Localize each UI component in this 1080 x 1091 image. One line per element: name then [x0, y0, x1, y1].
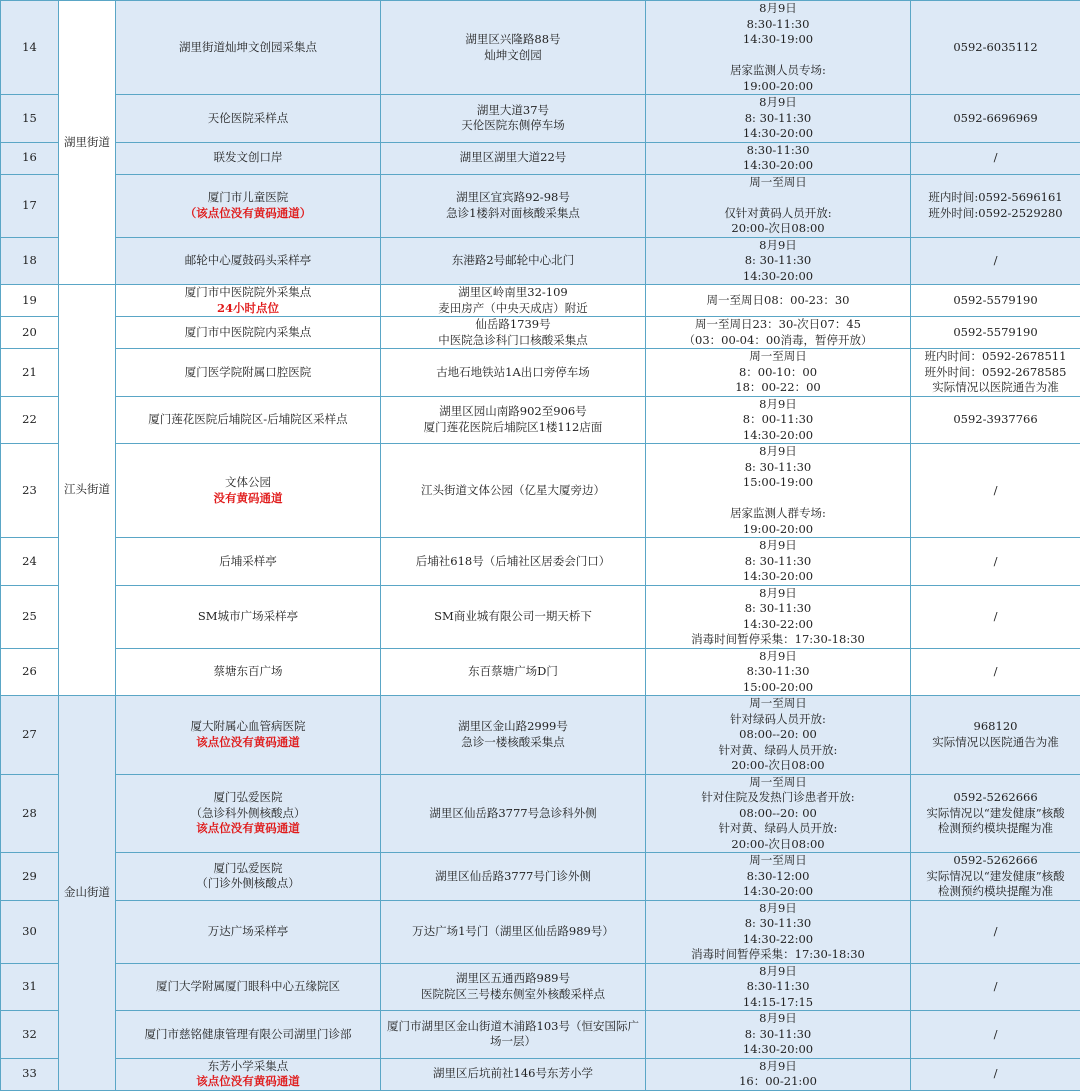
- hours-line: 8:30-11:30: [648, 143, 908, 159]
- hours-cell: [646, 900, 911, 963]
- hours-line: 14:30-20:00: [648, 884, 908, 900]
- hours-cell: [646, 142, 911, 174]
- table-row: [1, 1011, 1080, 1059]
- address-line: 湖里区后坑前社146号东芳小学: [383, 1066, 643, 1082]
- site-name: （门诊外侧核酸点）: [118, 876, 378, 892]
- address-line: 仙岳路1739号: [383, 317, 643, 333]
- row-number: 18: [1, 237, 59, 285]
- phone-line: /: [913, 609, 1078, 625]
- hours-cell: [646, 396, 911, 444]
- hours-line: 14:30-20:00: [648, 428, 908, 444]
- phone-line: 实际情况以医院通告为准: [913, 735, 1078, 751]
- address-line: SM商业城有限公司一期天桥下: [383, 609, 643, 625]
- phone-cell: [911, 900, 1080, 963]
- phone-line: 班内时间:0592-5696161: [913, 190, 1078, 206]
- hours-line: 15:00-19:00: [648, 475, 908, 491]
- address-cell: [381, 285, 646, 317]
- address-line: 古地石地铁站1A出口旁停车场: [383, 365, 643, 381]
- phone-line: /: [913, 1066, 1078, 1082]
- hours-line: 8月9日: [648, 1059, 908, 1075]
- district-name: 湖里街道: [64, 135, 110, 149]
- address-line: 湖里区岭南里32-109: [383, 285, 643, 301]
- hours-cell: [646, 349, 911, 397]
- site-name-cell: [116, 174, 381, 237]
- phone-cell: [911, 963, 1080, 1011]
- hours-cell: [646, 1, 911, 95]
- address-cell: [381, 963, 646, 1011]
- hours-line: 20:00-次日08:00: [648, 221, 908, 237]
- phone-line: /: [913, 554, 1078, 570]
- table-row: [1, 396, 1080, 444]
- address-cell: [381, 142, 646, 174]
- site-name: SM城市广场采样亭: [118, 609, 378, 625]
- hours-line: 20:00-次日08:00: [648, 758, 908, 774]
- phone-line: /: [913, 924, 1078, 940]
- address-line: 湖里区湖里大道22号: [383, 150, 643, 166]
- phone-line: 0592-6696969: [913, 111, 1078, 127]
- site-name: 厦门大学附属厦门眼科中心五缘院区: [118, 979, 378, 995]
- table-row: [1, 963, 1080, 1011]
- phone-cell: [911, 648, 1080, 696]
- address-cell: [381, 1011, 646, 1059]
- site-name: 后埔采样亭: [118, 554, 378, 570]
- site-name-cell: [116, 285, 381, 317]
- address-line: 天伦医院东侧停车场: [383, 118, 643, 134]
- phone-cell: [911, 95, 1080, 143]
- spacer: [648, 48, 908, 64]
- site-notice: 该点位没有黄码通道: [118, 821, 378, 837]
- site-name: 厦大附属心血管病医院: [118, 719, 378, 735]
- site-name: 厦门莲花医院后埔院区-后埔院区采样点: [118, 412, 378, 428]
- row-number: 20: [1, 317, 59, 349]
- address-line: 医院院区三号楼东侧室外核酸采样点: [383, 987, 643, 1003]
- address-line: 湖里区五通西路989号: [383, 971, 643, 987]
- address-line: 湖里区宜宾路92-98号: [383, 190, 643, 206]
- hours-line: 8：00-10：00: [648, 365, 908, 381]
- address-line: 急诊1楼斜对面核酸采集点: [383, 206, 643, 222]
- table-row: [1, 285, 1080, 317]
- hours-cell: [646, 444, 911, 538]
- hours-cell: [646, 774, 911, 853]
- phone-line: 0592-5579190: [913, 325, 1078, 341]
- hours-line: 8月9日: [648, 649, 908, 665]
- hours-line: 19:00-20:00: [648, 79, 908, 95]
- address-cell: [381, 853, 646, 901]
- address-line: 中医院急诊科门口核酸采集点: [383, 333, 643, 349]
- site-name-cell: [116, 853, 381, 901]
- phone-cell: [911, 538, 1080, 586]
- phone-cell: [911, 1058, 1080, 1090]
- hours-line: 居家监测人群专场:: [648, 506, 908, 522]
- spacer: [648, 491, 908, 507]
- hours-line: 14:15-17:15: [648, 995, 908, 1011]
- district-name: 金山街道: [64, 885, 110, 899]
- address-cell: [381, 900, 646, 963]
- district-name: 江头街道: [64, 482, 110, 496]
- hours-line: 针对住院及发热门诊患者开放:: [648, 790, 908, 806]
- hours-cell: [646, 853, 911, 901]
- hours-line: 08:00--20: 00: [648, 727, 908, 743]
- hours-line: 15:00-20:00: [648, 680, 908, 696]
- site-name-cell: [116, 1058, 381, 1090]
- hours-cell: [646, 174, 911, 237]
- hours-line: 19:00-20:00: [648, 522, 908, 538]
- hours-line: 周一至周日08：00-23：30: [648, 293, 908, 309]
- table-row: [1, 349, 1080, 397]
- site-notice: （该点位没有黄码通道）: [118, 206, 378, 222]
- hours-line: 8月9日: [648, 397, 908, 413]
- table-row: [1, 538, 1080, 586]
- hours-line: 周一至周日: [648, 696, 908, 712]
- address-line: 场一层）: [383, 1034, 643, 1050]
- site-name: 厦门市中医院院外采集点: [118, 285, 378, 301]
- phone-cell: [911, 285, 1080, 317]
- phone-cell: [911, 142, 1080, 174]
- phone-line: 0592-6035112: [913, 40, 1078, 56]
- site-notice: 该点位没有黄码通道: [118, 1074, 378, 1090]
- hours-line: 周一至周日: [648, 175, 908, 191]
- phone-cell: [911, 349, 1080, 397]
- hours-line: 14:30-20:00: [648, 158, 908, 174]
- hours-line: 8: 30-11:30: [648, 916, 908, 932]
- phone-line: 968120: [913, 719, 1078, 735]
- address-cell: [381, 444, 646, 538]
- table-row: [1, 1, 1080, 95]
- address-cell: [381, 538, 646, 586]
- hours-line: 8月9日: [648, 1011, 908, 1027]
- hours-cell: [646, 285, 911, 317]
- hours-line: 8: 30-11:30: [648, 460, 908, 476]
- site-notice: 24小时点位: [118, 301, 378, 317]
- address-line: 麦田房产（中央天成店）附近: [383, 301, 643, 317]
- site-name-cell: [116, 585, 381, 648]
- hours-line: 8月9日: [648, 95, 908, 111]
- phone-line: 检测预约模块提醒为准: [913, 821, 1078, 837]
- address-line: 湖里区兴隆路88号: [383, 32, 643, 48]
- phone-line: /: [913, 150, 1078, 166]
- row-number: 14: [1, 1, 59, 95]
- phone-line: 0592-5262666: [913, 790, 1078, 806]
- site-name-cell: [116, 142, 381, 174]
- row-number: 16: [1, 142, 59, 174]
- hours-cell: [646, 585, 911, 648]
- hours-line: 周一至周日: [648, 775, 908, 791]
- phone-cell: [911, 774, 1080, 853]
- site-name-cell: [116, 900, 381, 963]
- site-name-cell: [116, 963, 381, 1011]
- phone-line: /: [913, 979, 1078, 995]
- address-line: 东港路2号邮轮中心北门: [383, 253, 643, 269]
- hours-line: 8: 30-11:30: [648, 253, 908, 269]
- phone-line: /: [913, 1027, 1078, 1043]
- district-cell: [59, 1, 116, 285]
- row-number: 23: [1, 444, 59, 538]
- table-row: [1, 774, 1080, 853]
- table-row: [1, 317, 1080, 349]
- address-line: 湖里大道37号: [383, 103, 643, 119]
- row-number: 28: [1, 774, 59, 853]
- spacer: [648, 190, 908, 206]
- hours-line: 08:00--20: 00: [648, 806, 908, 822]
- phone-line: 实际情况以“建发健康”核酸: [913, 869, 1078, 885]
- site-name: 厦门市儿童医院: [118, 190, 378, 206]
- phone-cell: [911, 1, 1080, 95]
- hours-line: 周一至周日: [648, 349, 908, 365]
- row-number: 19: [1, 285, 59, 317]
- address-cell: [381, 1058, 646, 1090]
- site-name: （急诊科外侧核酸点）: [118, 806, 378, 822]
- hours-line: 周一至周日: [648, 853, 908, 869]
- phone-line: 实际情况以“建发健康”核酸: [913, 806, 1078, 822]
- site-name: 厦门医学院附属口腔医院: [118, 365, 378, 381]
- phone-line: 0592-5579190: [913, 293, 1078, 309]
- phone-line: 班内时间：0592-2678511: [913, 349, 1078, 365]
- phone-cell: [911, 1011, 1080, 1059]
- row-number: 32: [1, 1011, 59, 1059]
- hours-line: 14:30-20:00: [648, 569, 908, 585]
- phone-line: 实际情况以医院通告为准: [913, 380, 1078, 396]
- address-cell: [381, 317, 646, 349]
- hours-line: 消毒时间暂停采集：17:30-18:30: [648, 632, 908, 648]
- row-number: 33: [1, 1058, 59, 1090]
- hours-line: 针对黄、绿码人员开放:: [648, 743, 908, 759]
- address-line: 湖里区仙岳路3777号急诊科外侧: [383, 806, 643, 822]
- row-number: 24: [1, 538, 59, 586]
- site-name-cell: [116, 95, 381, 143]
- district-cell: [59, 285, 116, 696]
- hours-line: 消毒时间暂停采集：17:30-18:30: [648, 947, 908, 963]
- row-number: 27: [1, 696, 59, 775]
- table-row: [1, 237, 1080, 285]
- phone-cell: [911, 317, 1080, 349]
- phone-line: 检测预约模块提醒为准: [913, 884, 1078, 900]
- hours-line: 针对绿码人员开放:: [648, 712, 908, 728]
- hours-line: 8: 30-11:30: [648, 1027, 908, 1043]
- address-line: 万达广场1号门（湖里区仙岳路989号）: [383, 924, 643, 940]
- site-name: 天伦医院采样点: [118, 111, 378, 127]
- site-name: 厦门弘爱医院: [118, 861, 378, 877]
- address-line: 东百蔡塘广场D门: [383, 664, 643, 680]
- site-notice: 没有黄码通道: [118, 491, 378, 507]
- table-row: [1, 1058, 1080, 1090]
- row-number: 17: [1, 174, 59, 237]
- phone-cell: [911, 853, 1080, 901]
- hours-line: 8月9日: [648, 901, 908, 917]
- table-row: [1, 696, 1080, 775]
- row-number: 21: [1, 349, 59, 397]
- hours-line: 周一至周日23：30-次日07：45: [648, 317, 908, 333]
- hours-line: （03：00-04：00消毒，暂停开放）: [648, 333, 908, 349]
- site-name-cell: [116, 538, 381, 586]
- site-name: 湖里街道灿坤文创园采集点: [118, 40, 378, 56]
- hours-cell: [646, 1011, 911, 1059]
- address-line: 后埔社618号（后埔社区居委会门口）: [383, 554, 643, 570]
- site-name-cell: [116, 1, 381, 95]
- address-cell: [381, 774, 646, 853]
- row-number: 29: [1, 853, 59, 901]
- hours-cell: [646, 963, 911, 1011]
- table-row: [1, 648, 1080, 696]
- row-number: 25: [1, 585, 59, 648]
- hours-line: 8:30-11:30: [648, 664, 908, 680]
- hours-line: 20:00-次日08:00: [648, 837, 908, 853]
- phone-line: /: [913, 483, 1078, 499]
- site-name-cell: [116, 774, 381, 853]
- phone-cell: [911, 696, 1080, 775]
- table-row: [1, 95, 1080, 143]
- address-cell: [381, 1, 646, 95]
- site-name: 万达广场采样亭: [118, 924, 378, 940]
- hours-line: 8:30-12:00: [648, 869, 908, 885]
- address-line: 灿坤文创园: [383, 48, 643, 64]
- site-name-cell: [116, 648, 381, 696]
- table-row: [1, 142, 1080, 174]
- hours-line: 8:30-11:30: [648, 979, 908, 995]
- site-name: 邮轮中心厦鼓码头采样亭: [118, 253, 378, 269]
- hours-line: 14:30-22:00: [648, 617, 908, 633]
- site-name: 联发文创口岸: [118, 150, 378, 166]
- site-notice: 该点位没有黄码通道: [118, 735, 378, 751]
- hours-cell: [646, 95, 911, 143]
- address-cell: [381, 648, 646, 696]
- district-cell: [59, 696, 116, 1091]
- address-line: 厦门市湖里区金山街道木浦路103号（恒安国际广: [383, 1019, 643, 1035]
- address-cell: [381, 237, 646, 285]
- site-name: 文体公园: [118, 475, 378, 491]
- table-row: [1, 900, 1080, 963]
- site-name: 蔡塘东百广场: [118, 664, 378, 680]
- address-line: 湖里区园山南路902至906号: [383, 404, 643, 420]
- row-number: 30: [1, 900, 59, 963]
- phone-line: /: [913, 253, 1078, 269]
- phone-line: 0592-3937766: [913, 412, 1078, 428]
- hours-cell: [646, 696, 911, 775]
- hours-cell: [646, 237, 911, 285]
- site-name-cell: [116, 1011, 381, 1059]
- hours-line: 14:30-22:00: [648, 932, 908, 948]
- site-name-cell: [116, 237, 381, 285]
- site-name: 厦门市慈铭健康管理有限公司湖里门诊部: [118, 1027, 378, 1043]
- row-number: 31: [1, 963, 59, 1011]
- hours-line: 8: 30-11:30: [648, 554, 908, 570]
- hours-cell: [646, 1058, 911, 1090]
- hours-line: 8月9日: [648, 538, 908, 554]
- row-number: 26: [1, 648, 59, 696]
- address-line: 湖里区仙岳路3777号门诊外侧: [383, 869, 643, 885]
- phone-line: 班外时间：0592-2678585: [913, 365, 1078, 381]
- address-line: 湖里区金山路2999号: [383, 719, 643, 735]
- phone-line: /: [913, 664, 1078, 680]
- hours-line: 14:30-20:00: [648, 269, 908, 285]
- address-cell: [381, 585, 646, 648]
- hours-line: 14:30-20:00: [648, 1042, 908, 1058]
- row-number: 15: [1, 95, 59, 143]
- hours-cell: [646, 538, 911, 586]
- phone-cell: [911, 585, 1080, 648]
- hours-line: 8月9日: [648, 964, 908, 980]
- table-row: [1, 444, 1080, 538]
- site-name: 厦门市中医院院内采集点: [118, 325, 378, 341]
- hours-line: 8月9日: [648, 586, 908, 602]
- hours-line: 18：00-22：00: [648, 380, 908, 396]
- phone-cell: [911, 174, 1080, 237]
- site-name-cell: [116, 696, 381, 775]
- phone-cell: [911, 444, 1080, 538]
- site-name-cell: [116, 349, 381, 397]
- hours-line: 8:30-11:30: [648, 17, 908, 33]
- site-name-cell: [116, 444, 381, 538]
- table-row: [1, 585, 1080, 648]
- phone-line: 班外时间:0592-2529280: [913, 206, 1078, 222]
- address-cell: [381, 95, 646, 143]
- hours-line: 8：00-11:30: [648, 412, 908, 428]
- row-number: 22: [1, 396, 59, 444]
- site-name-cell: [116, 396, 381, 444]
- hours-line: 居家监测人员专场:: [648, 63, 908, 79]
- hours-line: 8月9日: [648, 444, 908, 460]
- address-line: 急诊一楼核酸采集点: [383, 735, 643, 751]
- site-name: 厦门弘爱医院: [118, 790, 378, 806]
- hours-line: 8: 30-11:30: [648, 601, 908, 617]
- address-cell: [381, 174, 646, 237]
- hours-line: 14:30-19:00: [648, 32, 908, 48]
- hours-line: 8月9日: [648, 238, 908, 254]
- table-row: [1, 853, 1080, 901]
- hours-line: 仅针对黄码人员开放:: [648, 206, 908, 222]
- address-cell: [381, 396, 646, 444]
- address-cell: [381, 349, 646, 397]
- hours-line: 针对黄、绿码人员开放:: [648, 821, 908, 837]
- phone-line: 0592-5262666: [913, 853, 1078, 869]
- phone-cell: [911, 396, 1080, 444]
- hours-cell: [646, 317, 911, 349]
- phone-cell: [911, 237, 1080, 285]
- hours-line: 16：00-21:00: [648, 1074, 908, 1090]
- hours-line: 8月9日: [648, 1, 908, 17]
- site-name: 东芳小学采集点: [118, 1059, 378, 1075]
- hours-line: 14:30-20:00: [648, 126, 908, 142]
- hours-cell: [646, 648, 911, 696]
- site-name-cell: [116, 317, 381, 349]
- address-cell: [381, 696, 646, 775]
- address-line: 厦门莲花医院后埔院区1楼112店面: [383, 420, 643, 436]
- hours-line: 8: 30-11:30: [648, 111, 908, 127]
- table-row: [1, 174, 1080, 237]
- address-line: 江头街道文体公园（亿星大厦旁边）: [383, 483, 643, 499]
